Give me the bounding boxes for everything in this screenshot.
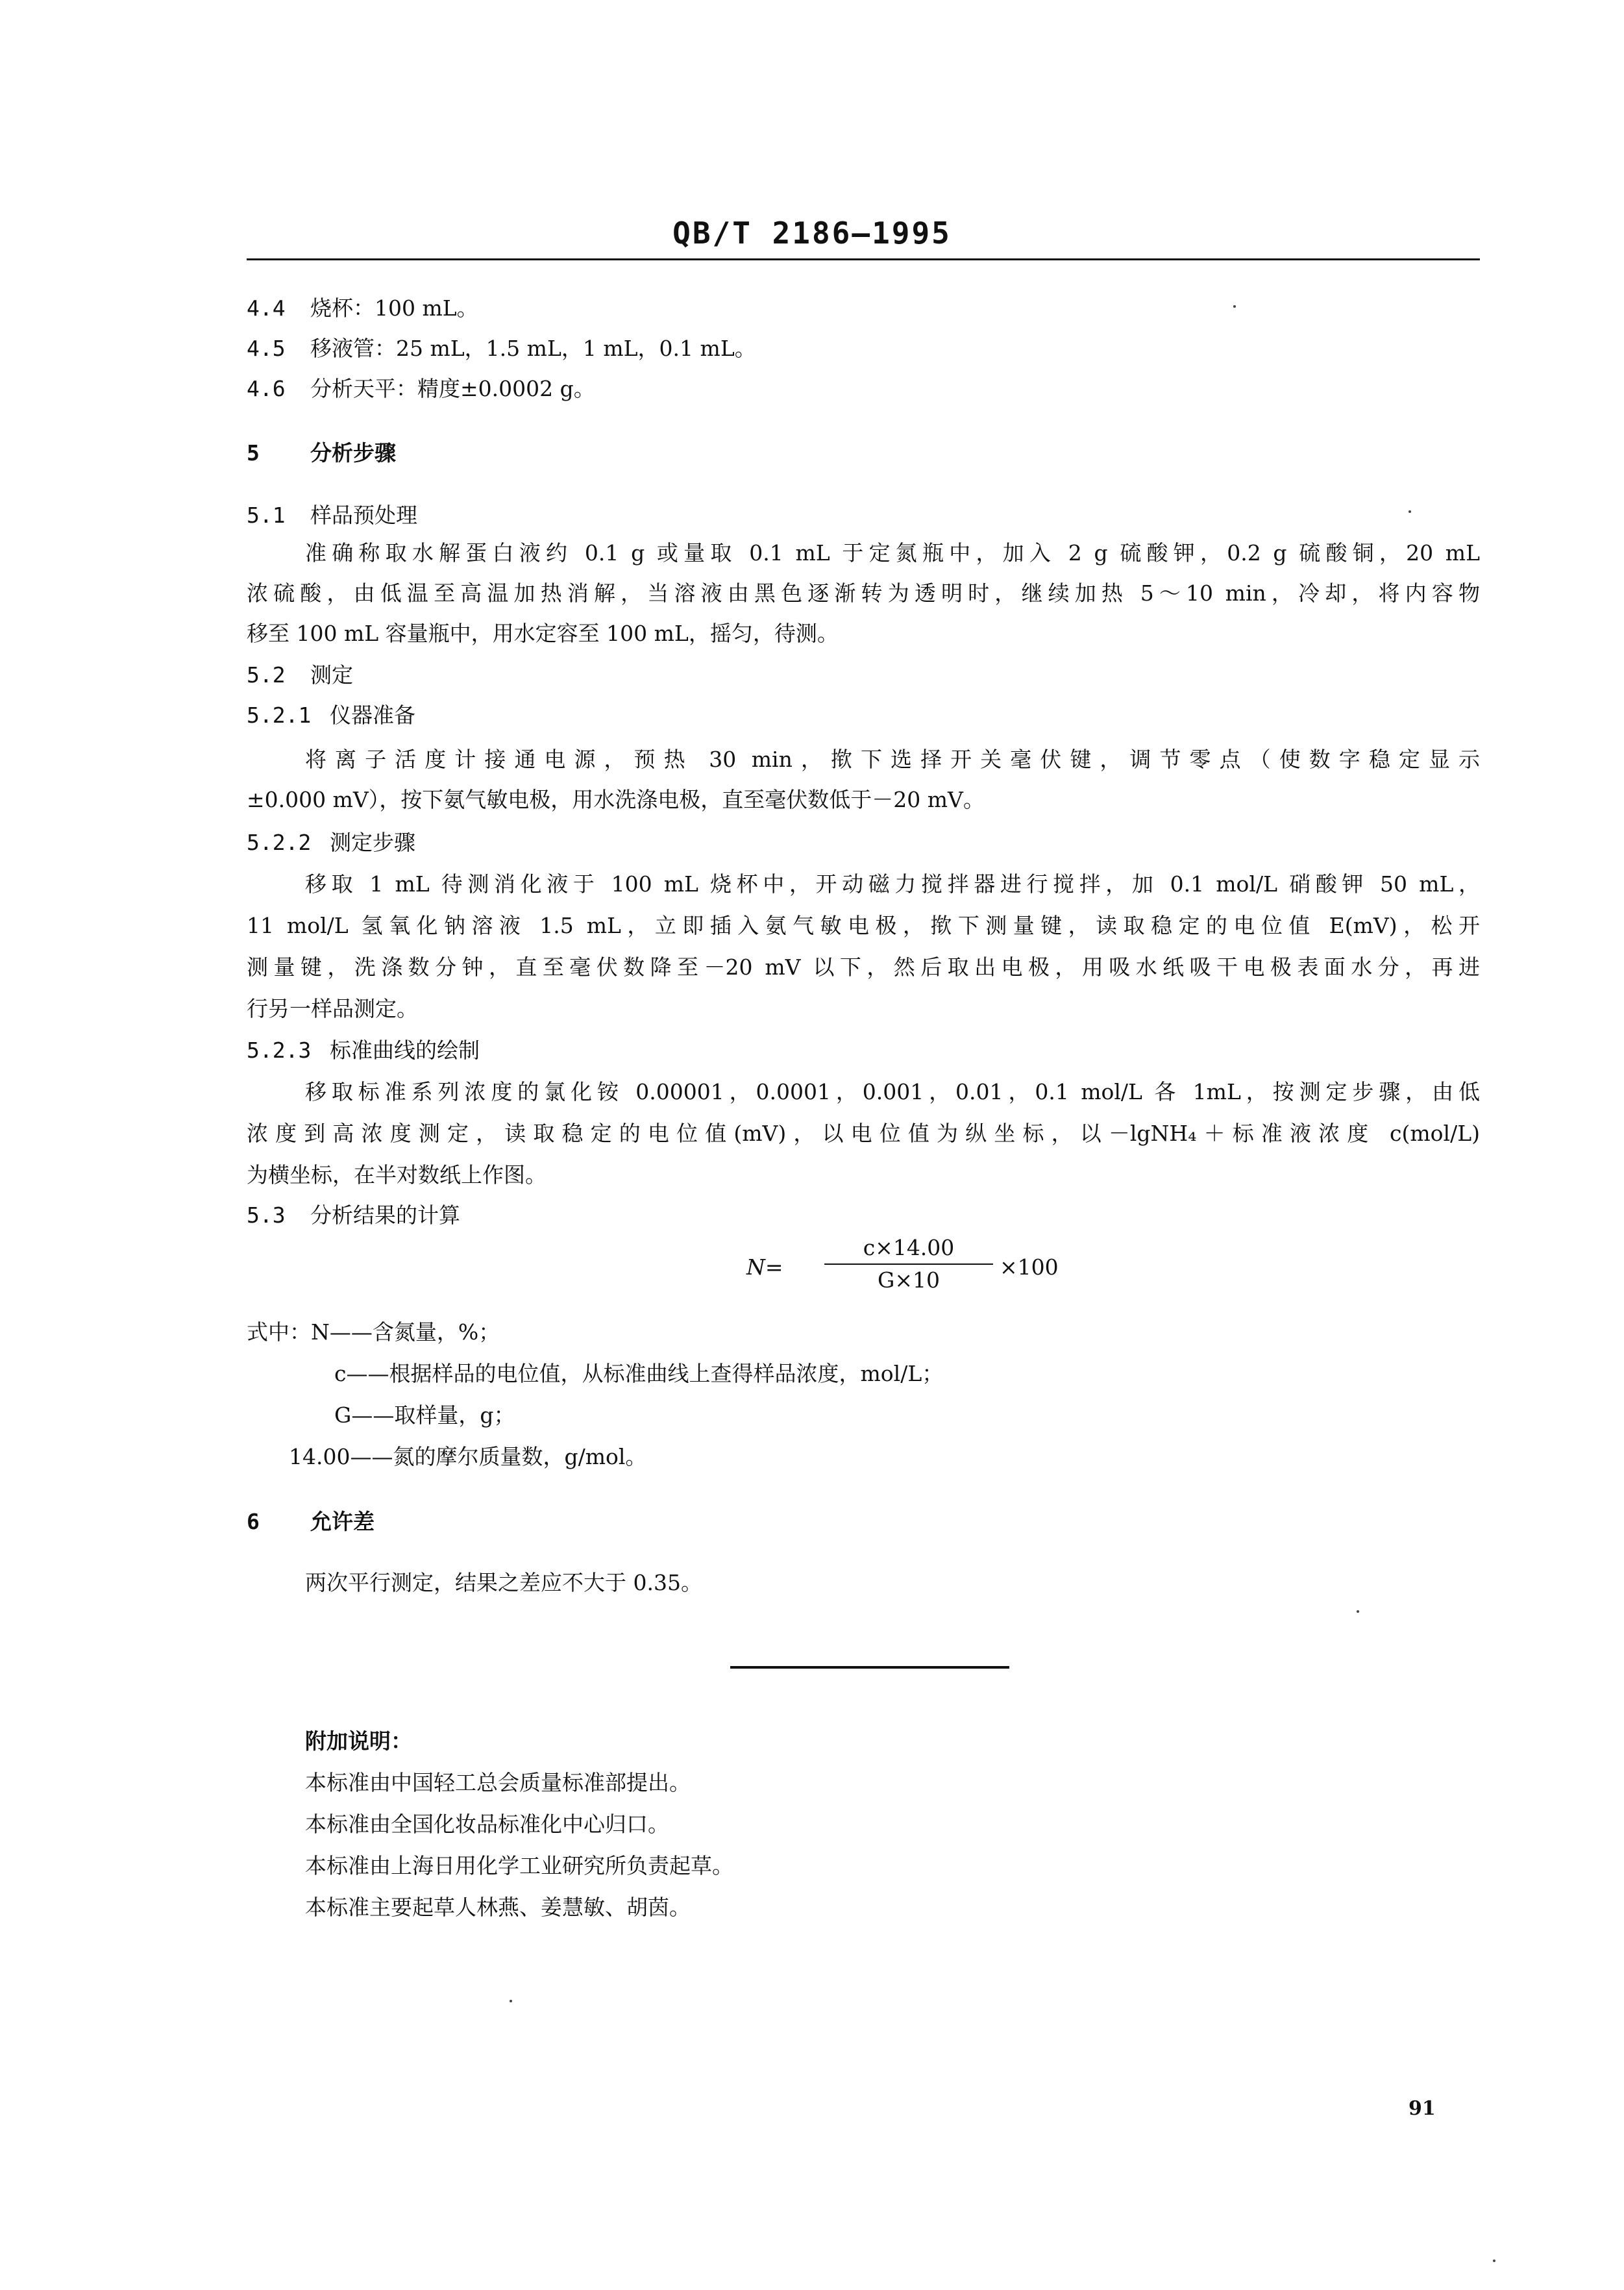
paragraph-line: 两次平行测定，结果之差应不大于 0.35。 — [305, 1570, 702, 1595]
section-number: 5.1 — [247, 503, 286, 528]
section-title: 分析结果的计算 — [310, 1202, 460, 1228]
where-line: G——取样量，g； — [334, 1402, 515, 1428]
item-number: 4.4 — [247, 295, 286, 321]
item-number: 4.6 — [247, 376, 286, 401]
section-5-2-1-heading — [247, 701, 415, 730]
paragraph-line: 移至 100 mL 容量瓶中，用水定容至 100 mL，摇匀，待测。 — [247, 621, 839, 646]
item-number: 4.5 — [247, 336, 286, 361]
section-title: 标准曲线的绘制 — [330, 1038, 480, 1063]
formula-rhs: ×100 — [1000, 1254, 1059, 1280]
section-title: 测定步骤 — [330, 830, 415, 855]
section-title: 分析步骤 — [310, 440, 396, 466]
paragraph-line: 移取 1 mL 待测消化液于 100 mL 烧杯中，开动磁力搅拌器进行搅拌，加 0.1 mol/L 硝酸钾 50 mL， — [305, 871, 1480, 897]
section-title: 允许差 — [310, 1509, 375, 1534]
note-line: 本标准由全国化妆品标准化中心归口。 — [305, 1811, 669, 1837]
section-6-heading — [247, 1508, 375, 1536]
section-5-heading — [247, 439, 396, 467]
scan-speck — [1409, 510, 1411, 513]
note-line: 本标准主要起草人林燕、姜慧敏、胡茵。 — [305, 1895, 691, 1920]
formula-lhs: N= — [746, 1254, 783, 1280]
section-title: 样品预处理 — [310, 503, 417, 528]
formula-numerator: c×14.00 — [863, 1235, 955, 1260]
section-title: 仪器准备 — [330, 703, 415, 728]
formula-fraction — [824, 1234, 993, 1295]
paragraph-line: 浓硫酸，由低温至高温加热消解，当溶液由黑色逐渐转为透明时，继续加热 5～10 min，冷却，将内容物 — [247, 580, 1480, 606]
standard-number: QB/T 2186—1995 — [672, 216, 952, 251]
section-title: 测定 — [310, 662, 353, 688]
formula-denominator: G×10 — [877, 1267, 940, 1293]
fraction-bar — [824, 1263, 993, 1265]
page-number: 91 — [1409, 2097, 1436, 2120]
paragraph-line: 11 mol/L 氢氧化钠溶液 1.5 mL，立即插入氨气敏电极，揿下测量键，读取稳定的电位值 E(mV)，松开 — [247, 913, 1480, 938]
paragraph-line: 浓度到高浓度测定，读取稳定的电位值(mV)，以电位值为纵坐标，以－lgNH₄＋标准液浓度 c(mol/L) — [247, 1121, 1480, 1146]
section-number: 5.2 — [247, 662, 286, 688]
section-5-2-heading — [247, 661, 353, 690]
notes-title: 附加说明： — [305, 1728, 412, 1754]
paragraph-line: 准确称取水解蛋白液约 0.1 g 或量取 0.1 mL 于定氮瓶中，加入 2 g 硫酸钾，0.2 g 硫酸铜，20 mL — [305, 540, 1480, 566]
section-number: 5.3 — [247, 1202, 286, 1228]
note-line: 本标准由中国轻工总会质量标准部提出。 — [305, 1770, 691, 1795]
item-4-6 — [247, 375, 595, 403]
scan-speck — [1493, 2259, 1495, 2262]
scan-speck — [1233, 305, 1236, 308]
item-4-5 — [247, 334, 756, 363]
section-5-3-heading — [247, 1201, 460, 1230]
note-line: 本标准由上海日用化学工业研究所负责起草。 — [305, 1853, 733, 1878]
paragraph-line: 行另一样品测定。 — [247, 996, 418, 1021]
paragraph-line: 移取标准系列浓度的氯化铵 0.00001，0.0001，0.001，0.01，0.1 mol/L 各 1mL，按测定步骤，由低 — [305, 1079, 1480, 1104]
where-line: c——根据样品的电位值，从标准曲线上查得样品浓度，mol/L； — [334, 1361, 944, 1386]
section-number: 5.2.2 — [247, 830, 312, 855]
where-line: 式中：N——含氮量，%； — [247, 1319, 500, 1345]
item-text: 移液管：25 mL，1.5 mL，1 mL，0.1 mL。 — [310, 336, 756, 361]
section-number: 5.2.1 — [247, 703, 312, 728]
section-5-1-heading — [247, 501, 417, 530]
scan-speck — [1357, 1610, 1359, 1613]
item-text: 分析天平：精度±0.0002 g。 — [310, 376, 595, 401]
paragraph-line: 测量键，洗涤数分钟，直至毫伏数降至－20 mV 以下，然后取出电极，用吸水纸吸干电极表面水分，再进 — [247, 954, 1480, 980]
paragraph-line: 将离子活度计接通电源，预热 30 min，揿下选择开关毫伏键，调节零点（使数字稳定显示 — [305, 747, 1480, 772]
separator-rule — [730, 1666, 1009, 1669]
section-number: 5 — [247, 440, 260, 466]
paragraph-line: 为横坐标，在半对数纸上作图。 — [247, 1162, 547, 1188]
section-5-2-2-heading — [247, 828, 415, 857]
section-5-2-3-heading — [247, 1036, 480, 1065]
where-line: 14.00——氮的摩尔质量数，g/mol。 — [289, 1444, 647, 1469]
nitrogen-formula — [746, 1234, 1071, 1305]
section-number: 5.2.3 — [247, 1038, 312, 1063]
item-text: 烧杯：100 mL。 — [310, 295, 478, 321]
section-number: 6 — [247, 1509, 260, 1534]
item-4-4 — [247, 294, 478, 323]
scan-speck — [510, 2000, 512, 2002]
header-rule — [247, 258, 1480, 260]
paragraph-line: ±0.000 mV），按下氨气敏电极，用水洗涤电极，直至毫伏数低于－20 mV。 — [247, 787, 985, 812]
